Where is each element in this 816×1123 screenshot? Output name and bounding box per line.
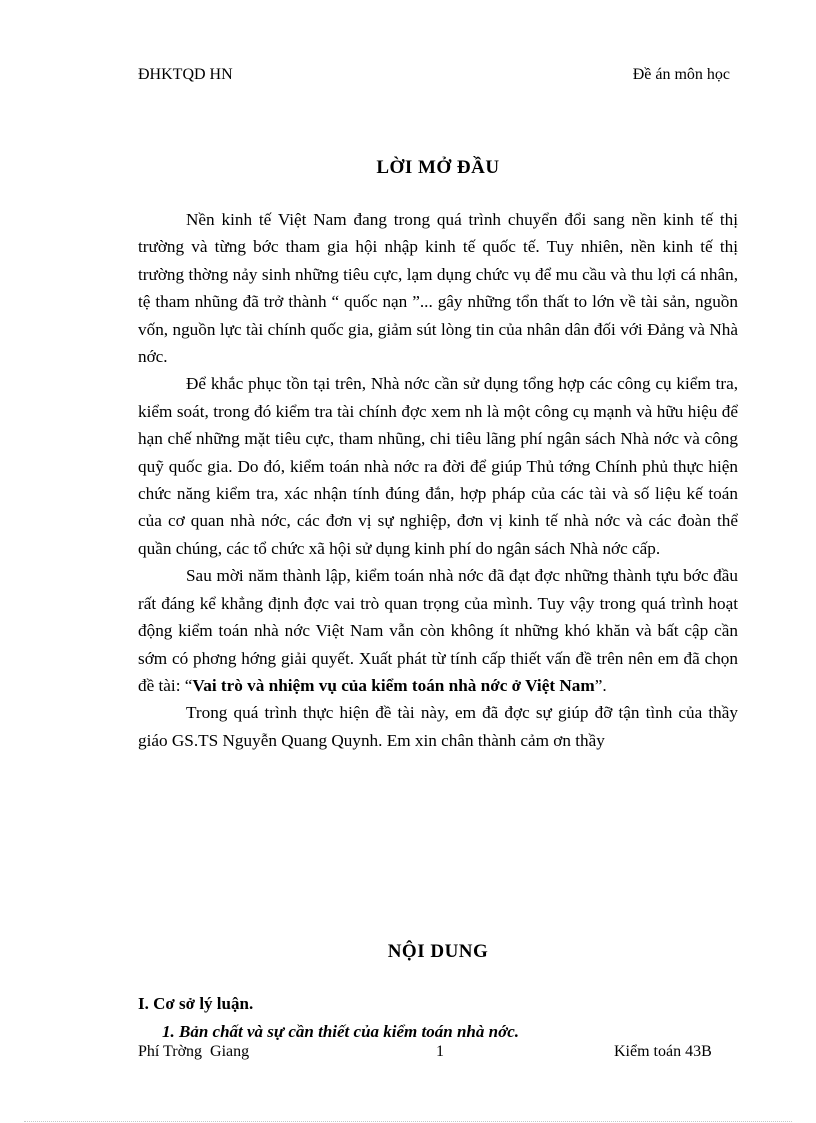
subsection-heading: 1. Bản chất và sự cần thiết của kiểm toán nhà nớc. xyxy=(162,1022,519,1041)
paragraph-1: Nền kinh tế Việt Nam đang trong quá trình chuyển đổi sang nền kinh tế thị trường và từng bớc tham gia hội nhập kinh tế quốc tế. Tuy nhiên, nền kinh tế thị trường thờng nảy sinh những tiêu cực, lạm dụng chức vụ để mu cầu và thu lợi cá nhân, tệ tham nhũng đã trở thành “ quốc nạn ”... gây những tổn thất to lớn về tài sản, nguồn vốn, nguồn lực tài chính quốc gia, giảm sút lòng tin của nhân dân đối với Đảng và Nhà nớc. xyxy=(138,210,738,367)
paragraph-2: Để khắc phục tồn tại trên, Nhà nớc cần sử dụng tổng hợp các công cụ kiểm tra, kiểm soát, trong đó kiểm tra tài chính đợc xem nh là một công cụ mạnh và hữu hiệu để hạn chế những mặt tiêu cực, tham nhũng, chi tiêu lãng phí ngân sách Nhà nớc và công quỹ quốc gia. Do đó, kiểm toán nhà nớc ra đời để giúp Thủ tớng Chính phủ thực hiện chức năng kiểm tra, xác nhận tính đúng đắn, hợp pháp của các tài và số liệu kế toán của cơ quan nhà nớc, các đơn vị sự nghiệp, đơn vị kinh tế nhà nớc và các đoàn thể quần chúng, các tổ chức xã hội sử dụng kinh phí do ngân sách Nhà nớc cấp. xyxy=(138,374,738,558)
footer-author: Phí Trờng Giang xyxy=(138,1043,250,1060)
header-doc-type: Đề án môn học xyxy=(632,66,730,83)
section-heading: I. Cơ sở lý luận. xyxy=(138,994,254,1013)
thesis-topic: Vai trò và nhiệm vụ của kiểm toán nhà nớc ở Việt Nam xyxy=(192,675,595,695)
paragraph-3-text: Sau mời năm thành lập, kiểm toán nhà nớc đã đạt đợc những thành tựu bớc đầu rất đáng kể khẳng định đợc vai trò quan trọng của mình. Tuy vậy trong quá trình hoạt động kiểm toán nhà nớc Việt Nam vẫn còn không ít những khó khăn và bất cập cần sớm có phơng hớng giải quyết. Xuất phát từ tính cấp thiết vấn đề trên nên em đã chọn đề tài: “ xyxy=(138,566,738,695)
page-break-line xyxy=(24,1121,792,1122)
footer-page-number: 1 xyxy=(436,1043,444,1060)
content-title: NỘI DUNG xyxy=(387,941,489,962)
paragraph-3-end: ”. xyxy=(594,675,607,695)
page-header xyxy=(138,66,730,84)
paragraph-3 xyxy=(138,562,738,699)
paragraph-4: Trong quá trình thực hiện đề tài này, em đã đợc sự giúp đỡ tận tình của thầy giáo GS.TS Nguyễn Quang Quynh. Em xin chân thành cảm ơn thầy xyxy=(138,703,738,750)
header-university: ĐHKTQD HN xyxy=(138,66,233,83)
intro-body xyxy=(138,206,738,754)
footer-class: Kiểm toán 43B xyxy=(614,1043,712,1060)
intro-title: LỜI MỞ ĐẦU xyxy=(376,157,500,178)
